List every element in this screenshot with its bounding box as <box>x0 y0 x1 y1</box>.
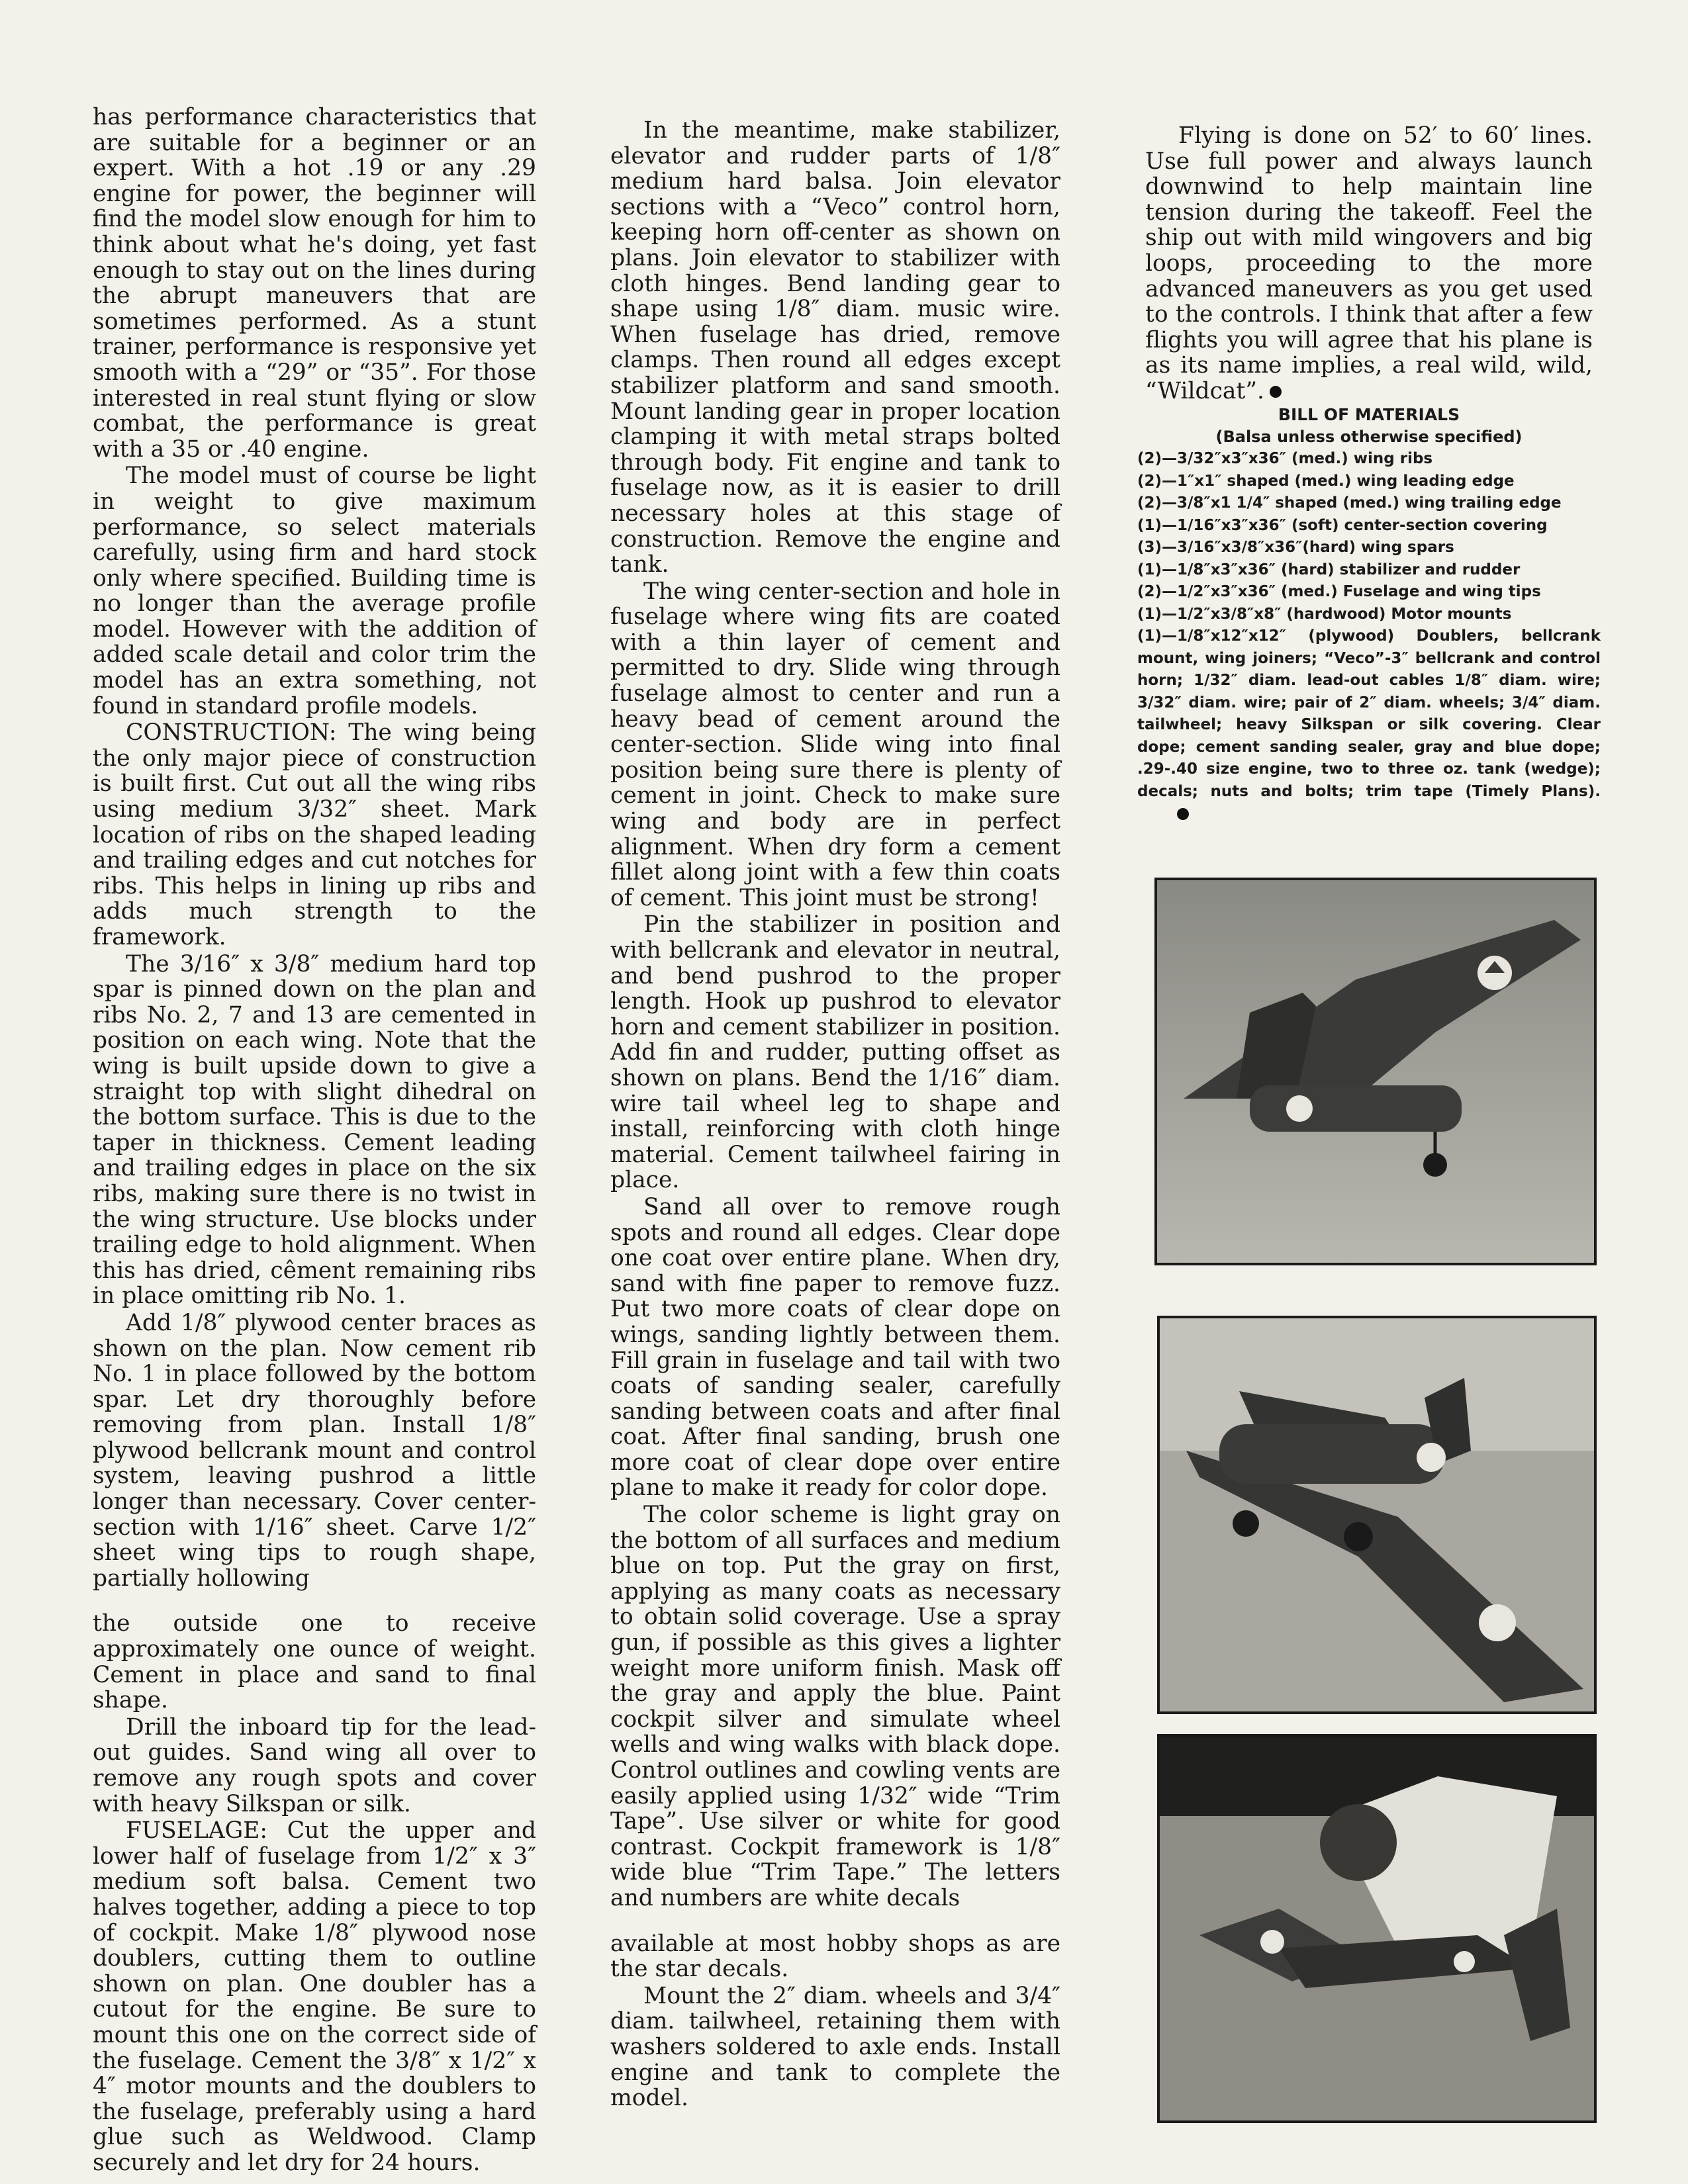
closing-paragraph: Flying is done on 52′ to 60′ lines. Use full power and always launch downwind to help maintain line tension during the takeoff. Feel the ship out with mild wingovers and big loops, proceeding to the more advanced maneuvers as you get used to the controls. I think that after a few flights you will agree that his plane is as its name implies, a real wild, wild, “Wildcat”. <box>1145 122 1593 404</box>
paragraph: The wing center-section and hole in fuselage where wing fits are coated with a thin layer of cement and permitted to dry. Slide wing through fuselage almost to center and run a heavy bead of cement around the center-section. Slide wing into final position being sure there is plenty of cement in joint. Check to make sure wing and body are in perfect alignment. When dry form a cement fillet along joint with a few thin coats of cement. This joint must be strong! <box>610 578 1060 911</box>
bom-item: (2)—1/2″x3″x36″ (med.) Fuselage and wing tips <box>1137 583 1541 600</box>
bom-item: (1)—1/8″x3″x36″ (hard) stabilizer and rudder <box>1137 561 1521 578</box>
paragraph: Add 1/8″ plywood center braces as shown on the plan. Now cement rib No. 1 in place followed by the bottom spar. Let dry thoroughly before removing from plan. Install 1/8″ plywood bellcrank mount and control system, leaving pushrod a little longer than necessary. Cover center-section with 1/16″ sheet. Carve 1/2″ sheet wing tips to rough shape, partially hollowing <box>93 1309 536 1592</box>
paragraph <box>1145 123 1593 404</box>
builder-with-model-photo <box>1157 1734 1597 2123</box>
airplane-photo-2 <box>1157 1316 1597 1714</box>
paragraph: Mount the 2″ diam. wheels and 3/4″ diam. tailwheel, retaining them with washers soldered to axle ends. Install engine and tank to complete the model. <box>610 1982 1060 2112</box>
bom-item: (2)—3/8″x1 1/4″ shaped (med.) wing trailing edge <box>1137 494 1562 512</box>
paragraph: available at most hobby shops as are the star decals. <box>610 1930 1060 1983</box>
bom-item-text: (1)—1/8″x12″x12″ (plywood) Doublers, bellcrank mount, wing joiners; “Veco”-3″ bellcrank and control horn; 1/32″ diam. lead-out cables 1/8″ diam. wire; 3/32″ diam. wire; pair of 2″ diam. wheels; 3/4″ diam. tailwheel; heavy Silkspan or silk covering. Clear dope; cement sanding sealer, gray and blue dope; .29-.40 size engine, two to three oz. tank (wedge); decals; nuts and bolts; trim tape (Timely Plans). <box>1137 627 1601 800</box>
paragraph: FUSELAGE: Cut the upper and lower half of fuselage from 1/2″ x 3″ medium soft balsa. Cement two halves together, adding a piece to top of cockpit. Make 1/8″ plywood nose doublers, cutting them to outline shown on plan. One doubler has a cutout for the engine. Be sure to mount this one on the correct side of the fuselage. Cement the 3/8″ x 1/2″ x 4″ motor mounts and the doublers to the fuselage, preferably using a hard glue such as Weldwood. Clamp securely and let dry for 24 hours. <box>93 1817 536 2176</box>
article-column-3 <box>1145 123 1593 406</box>
bom-item: (1)—1/16″x3″x36″ (soft) center-section covering <box>1137 516 1548 534</box>
paragraph: Drill the inboard tip for the lead-out guides. Sand wing all over to remove any rough spots and cover with heavy Silkspan or silk. <box>93 1713 536 1817</box>
article-column-1 <box>93 105 536 2177</box>
bom-item: (2)—3/32″x3″x36″ (med.) wing ribs <box>1137 450 1433 467</box>
airplane-photo-icon <box>1157 880 1594 1263</box>
paragraph: The color scheme is light gray on the bottom of all surfaces and medium blue on top. Put the gray on first, applying as many coats as necessary to obtain solid coverage. Use a spray gun, if possible as this gives a lighter weight more uniform finish. Mask off the gray and apply the blue. Paint cockpit silver and simulate wheel wells and wing walks with black dope. Control outlines and cowling vents are easily applied using 1/32″ wide “Trim Tape”. Use silver or white for good contrast. Cockpit framework is 1/8″ wide blue “Trim Tape.” The letters and numbers are white decals <box>610 1502 1060 1911</box>
bom-item: (1)—1/2″x3/8″x8″ (hardwood) Motor mounts <box>1137 605 1512 623</box>
paragraph: Sand all over to remove rough spots and round all edges. Clear dope one coat over entire plane. When dry, sand with fine paper to remove fuzz. Put two more coats of clear dope on wings, sanding lightly between them. Fill grain in fuselage and tail with two coats of sanding sealer, carefully sanding between coats and after final coat. After final sanding, brush one more coat of clear dope over entire plane to make it ready for color dope. <box>610 1193 1060 1502</box>
airplane-photo-1 <box>1154 878 1597 1265</box>
bom-item: (3)—3/16″x3/8″x36″(hard) wing spars <box>1137 539 1454 556</box>
paragraph: has performance characteristics that are suitable for a beginner or an expert. With a hot .19 or any .29 engine for power, the beginner will find the model slow enough for him to think about what he's doing, yet fast enough to stay out on the lines during the abrupt maneuvers that are sometimes performed. As a stunt trainer, performance is responsive yet smooth with a “29” or “35”. For those interested in real stunt flying or slow combat, the performance is great with a 35 or .40 engine. <box>93 104 536 463</box>
airplane-photo-icon <box>1160 1318 1594 1711</box>
bom-subtitle: (Balsa unless otherwise specified) <box>1215 427 1523 446</box>
paragraph: Pin the stabilizer in position and with bellcrank and elevator in neutral, and bend pushrod to the proper length. Hook up pushrod to elevator horn and cement stabilizer in position. Add fin and rudder, putting offset as shown on plans. Bend the 1/16″ diam. wire tail wheel leg to shape and install, reinforcing with cloth hinge material. Cement tailwheel fairing in place. <box>610 911 1060 1194</box>
bom-item: (2)—1″x1″ shaped (med.) wing leading edge <box>1137 472 1515 490</box>
paragraph: The model must of course be light in weight to give maximum performance, so select materials carefully, using firm and hard stock only where specified. Building time is no longer than the average profile model. However with the addition of added scale detail and color trim the model has an extra something, not found in standard profile models. <box>93 463 536 719</box>
end-bullet-icon <box>1177 808 1189 820</box>
end-bullet-icon <box>1270 386 1282 398</box>
paragraph: The 3/16″ x 3/8″ medium hard top spar is pinned down on the plan and ribs No. 2, 7 and 13 are cemented in position on each wing. Note that the wing is built upside down to give a straight top with slight dihedral on the bottom surface. This is due to the taper in thickness. Cement leading and trailing edges in place on the six ribs, making sure there is no twist in the wing structure. Use blocks under trailing edge to hold alignment. When this has dried, cêment remaining ribs in place omitting rib No. 1. <box>93 950 536 1310</box>
paragraph: In the meantime, make stabilizer, elevator and rudder parts of 1/8″ medium hard balsa. Join elevator sections with a “Veco” control horn, keeping horn off-center as shown on plans. Join elevator to stabilizer with cloth hinges. Bend landing gear to shape using 1/8″ diam. music wire. When fuselage has dried, remove clamps. Then round all edges except stabilizer platform and sand smooth. Mount landing gear in proper location clamping it with metal straps bolted through body. Fit engine and tank to fuselage now, as it is easier to drill necessary holes at this stage of construction. Remove the engine and tank. <box>610 117 1060 578</box>
man-with-model-photo-icon <box>1160 1737 1594 2120</box>
bom-title: BILL OF MATERIALS <box>1278 405 1460 424</box>
paragraph: CONSTRUCTION: The wing being the only major piece of construction is built first. Cut out all the wing ribs using medium 3/32″ sheet. Mark location of ribs on the shaped leading and trailing edges and cut notches for ribs. This helps in lining up ribs and adds much strength to the framework. <box>93 719 536 950</box>
paragraph: the outside one to receive approximately one ounce of weight. Cement in place and sand to final shape. <box>93 1610 536 1714</box>
article-column-2 <box>610 118 1060 2113</box>
bom-item <box>1137 625 1601 825</box>
bill-of-materials <box>1137 404 1601 825</box>
